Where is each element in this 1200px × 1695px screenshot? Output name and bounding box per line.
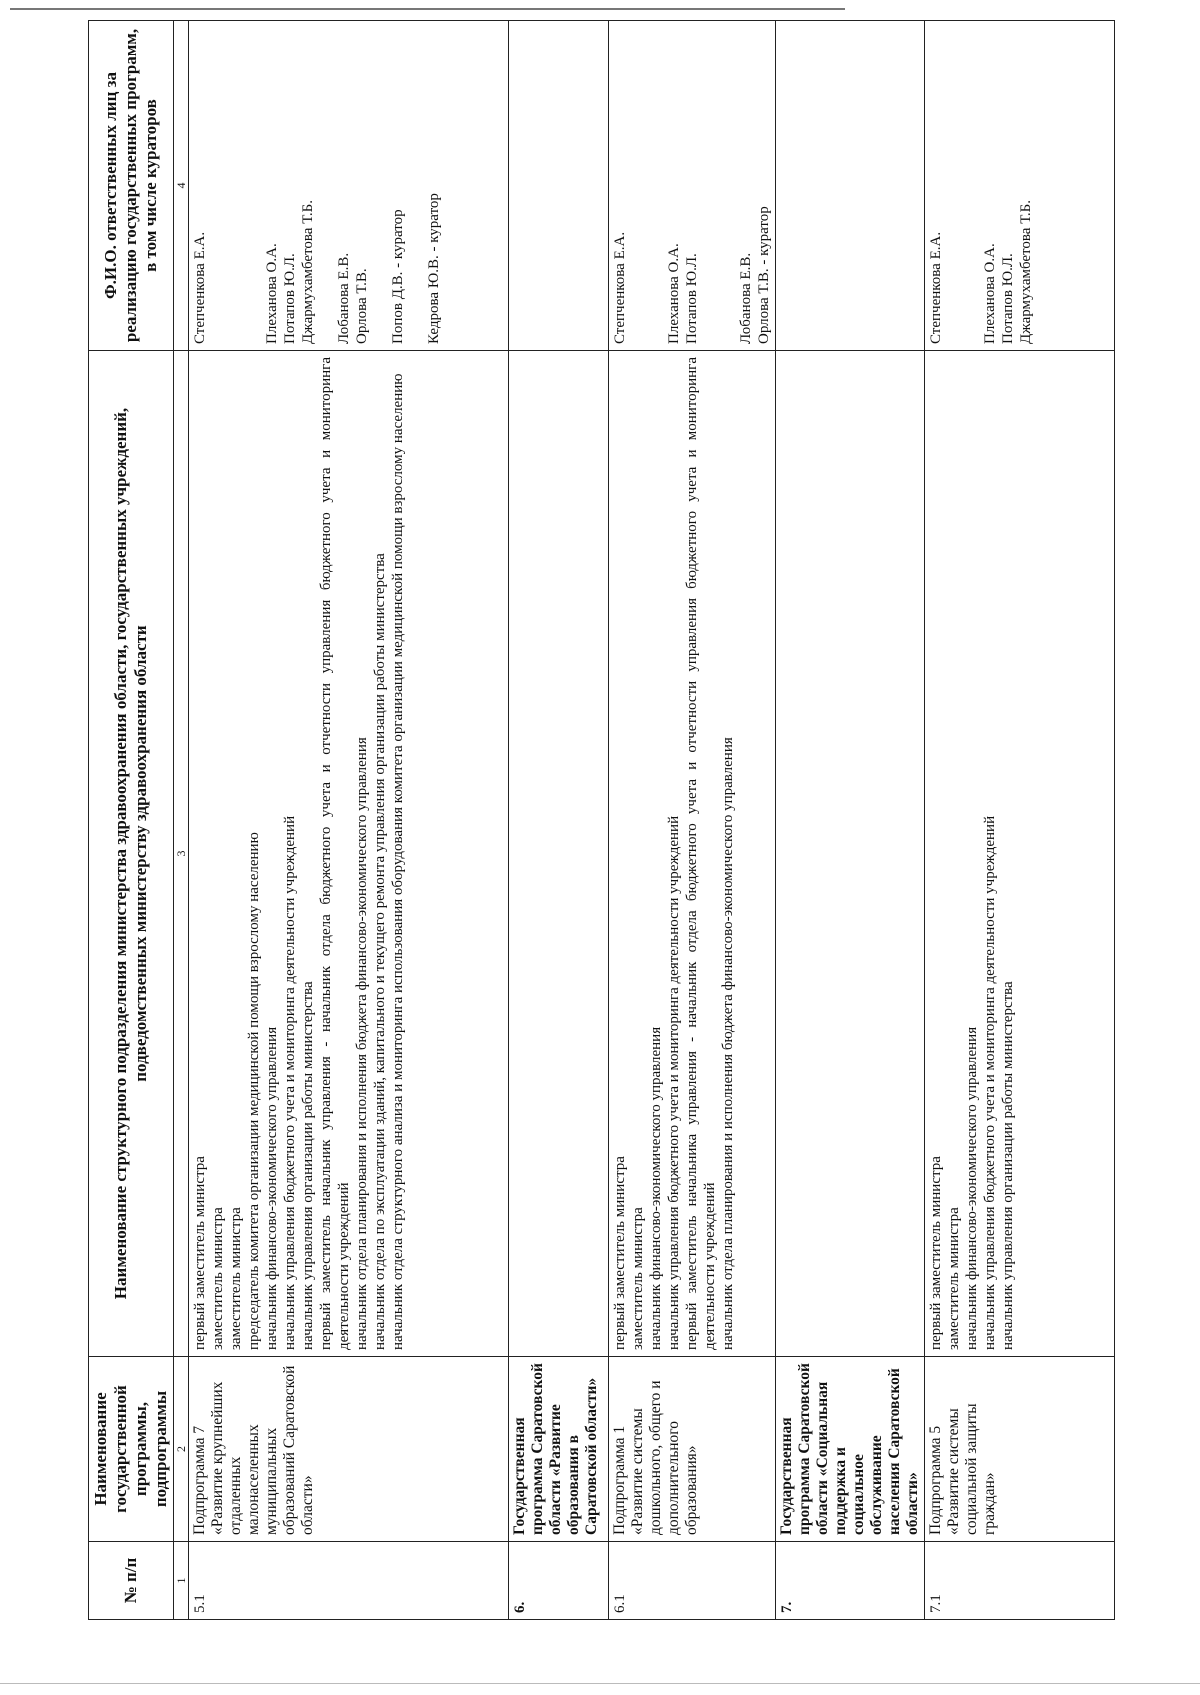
table-row [776,21,925,1620]
row-number: 7. [776,1542,925,1620]
unit-line: начальник управления бюджетного учета и мониторинга деятельности учреждений [982,815,998,1350]
unit-line: первый заместитель министра [612,1156,628,1350]
person-line: Джармухамбетова Т.Б. [1018,200,1034,344]
column-number: 2 [174,1357,189,1542]
person-line: Попов Д.В. - куратор [390,209,406,344]
document-page [88,20,1098,1620]
row-number: 7.1 [925,1542,1115,1620]
row-number: 5.1 [189,1542,509,1620]
column-number: 1 [174,1542,189,1620]
person-line: Лобанова Е.В. [336,252,352,344]
spacer [317,27,335,344]
unit-line: начальник отдела планирования и исполнения бюджета финансово-экономического управления [720,737,736,1350]
person-line: Потапов Ю.Л. [282,253,298,344]
program-name: Подпрограмма 7 «Развитие крупнейших отдаленных малонаселенных муниципальных образований Саратовской области» [189,1357,509,1542]
unit-line: начальник отдела планирования и исполнения бюджета финансово-экономического управления [354,737,370,1350]
spacer [629,27,647,344]
unit-line: начальник финансово-экономического управления [648,1026,664,1350]
person-line: Плеханова О.А. [982,243,998,344]
responsible-units [189,351,509,1357]
unit-line: начальник управления бюджетного учета и мониторинга деятельности учреждений [666,815,682,1350]
spacer [245,27,263,344]
spacer [963,27,981,344]
header-persons: Ф.И.О. ответственных лиц за реализацию государственных программ, в том числе кураторов [89,21,174,351]
spacer [701,27,719,344]
responsible-units [925,351,1115,1357]
spacer [407,27,425,344]
table-row [509,21,609,1620]
header-number: № п/п [89,1542,174,1620]
spacer [945,27,963,344]
responsible-persons [189,21,509,351]
spacer [209,27,227,344]
column-number: 3 [174,351,189,1357]
unit-line: первый заместитель начальник управления - начальник отдела бюджетного учета и отчетности управления бюджетного учета и мониторинга деятельности учреждений [318,353,352,1350]
person-line: Степченкова Е.А. [192,231,208,344]
person-line: Плеханова О.А. [666,243,682,344]
scan-top-edge [10,8,845,10]
responsibility-table [88,20,1115,1620]
person-line: Потапов Ю.Л. [684,253,700,344]
person-line: Потапов Ю.Л. [1000,253,1016,344]
header-program: Наименование государственной программы, подпрограммы [89,1357,174,1542]
person-line: Степченкова Е.А. [928,231,944,344]
unit-line: заместитель министра [630,1207,646,1350]
table-row [189,21,509,1620]
unit-line: заместитель министра [946,1207,962,1350]
program-name: Государственная программа Саратовской области «Социальная поддержка и социальное обслуживание населения Саратовской области» [776,1357,925,1542]
table-header-row [89,21,174,1620]
program-name: Подпрограмма 1 «Развитие системы дошкольного, общего и дополнительного образования» [609,1357,776,1542]
program-name: Подпрограмма 5 «Развитие системы социальной защиты граждан» [925,1357,1115,1542]
unit-line: первый заместитель министра [928,1156,944,1350]
person-line: Орлова Т.В. [354,268,370,344]
row-number: 6.1 [609,1542,776,1620]
unit-line: начальник управления бюджетного учета и мониторинга деятельности учреждений [282,815,298,1350]
unit-line: начальник управления организации работы министерства [1000,981,1016,1350]
unit-line: начальник управления организации работы министерства [300,981,316,1350]
responsible-persons [509,21,609,351]
spacer [227,27,245,344]
person-line: Кедрова Ю.В. - куратор [426,193,442,344]
header-unit: Наименование структурного подразделения министерства здравоохранения области, государственных учреждений, подведомственных министерству здравоохранения области [89,351,174,1357]
unit-line: заместитель министра [210,1207,226,1350]
person-line: Плеханова О.А. [264,243,280,344]
person-line: Орлова Т.В. - куратор [756,206,772,344]
responsible-units [509,351,609,1357]
table-row [925,21,1115,1620]
scan-bottom-edge [0,1683,1200,1684]
responsible-units [776,351,925,1357]
person-line: Лобанова Е.В. [738,252,754,344]
column-number: 4 [174,21,189,351]
spacer [719,27,737,344]
unit-line: начальник отдела структурного анализа и мониторинга использования оборудования комитета организации медицинской помощи взрослому населению [390,373,406,1350]
column-number-row [174,21,189,1620]
person-line: Джармухамбетова Т.Б. [300,200,316,344]
spacer [647,27,665,344]
table-row [609,21,776,1620]
unit-line: начальник финансово-экономического управления [964,1026,980,1350]
unit-line: первый заместитель министра [192,1156,208,1350]
responsible-units [609,351,776,1357]
responsible-persons [925,21,1115,351]
unit-line: начальник отдела по эксплуатации зданий, капитального и текущего ремонта управления организации работы министерства [372,553,388,1350]
unit-line: председатель комитета организации медицинской помощи взрослому населению [246,832,262,1350]
responsible-persons [776,21,925,351]
row-number: 6. [509,1542,609,1620]
unit-line: начальник финансово-экономического управления [264,1026,280,1350]
responsible-persons [609,21,776,351]
spacer [371,27,389,344]
person-line: Степченкова Е.А. [612,231,628,344]
table-body [189,21,1115,1620]
unit-line: первый заместитель начальника управления - начальник отдела бюджетного учета и отчетности управления бюджетного учета и мониторинга деятельности учреждений [684,353,718,1350]
unit-line: заместитель министра [228,1207,244,1350]
program-name: Государственная программа Саратовской области «Развитие образования в Саратовской области» [509,1357,609,1542]
